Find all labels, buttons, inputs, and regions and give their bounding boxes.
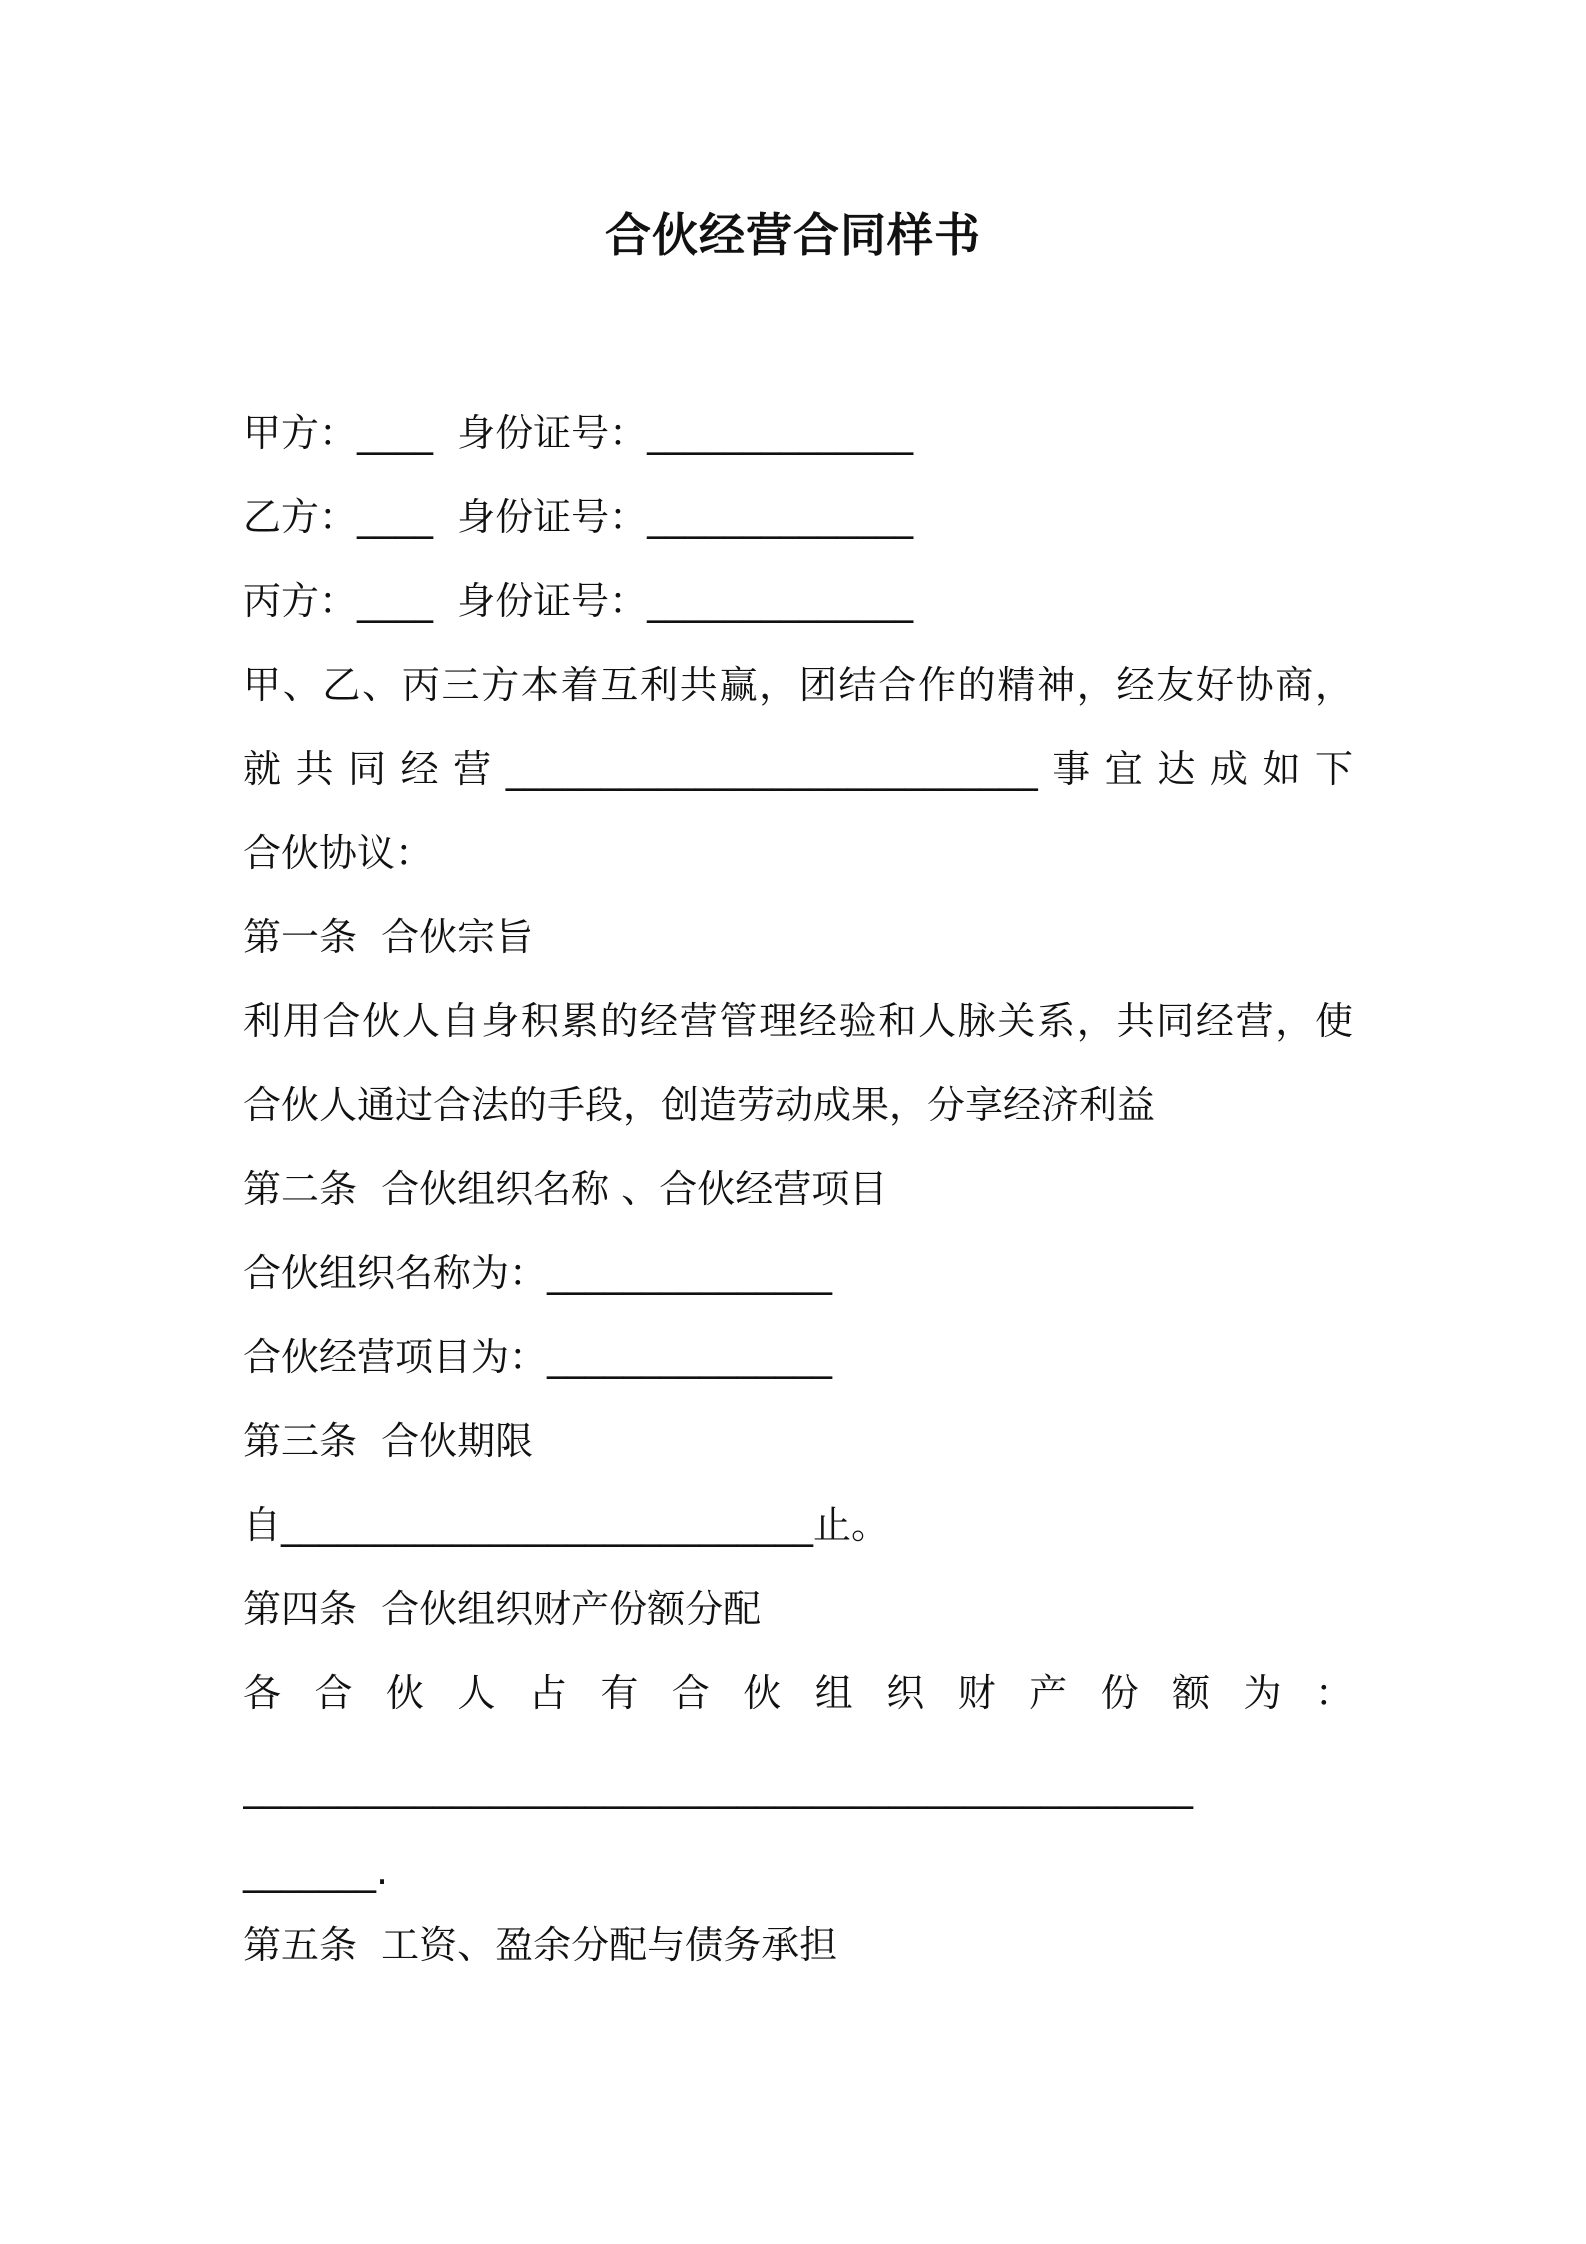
business-project-line: 合伙经营项目为：_______________ (243, 1335, 833, 1379)
party-a-line: 甲方：____ 身份证号：______________ (243, 411, 914, 455)
article-1-text-2: 合伙人通过合法的手段，创造劳动成果，分享经济利益 (243, 1083, 1156, 1127)
party-b-line: 乙方：____ 身份证号：______________ (243, 495, 914, 539)
share-blank-end: _______. (243, 1849, 389, 1893)
share-blank-line: __________________________________________________ (243, 1765, 1193, 1809)
article-1-text-1: 利用合伙人自身积累的经营管理经验和人脉关系，共同经营，使 (243, 999, 1353, 1043)
party-c-line: 丙方：____ 身份证号：______________ (243, 579, 914, 623)
preamble-line-3: 合伙协议： (243, 831, 434, 875)
share-line: 各合伙人占有合伙组织财产份额为： (243, 1671, 1353, 1715)
document-title: 合伙经营合同样书 (605, 208, 981, 262)
article-4-heading: 第四条 合伙组织财产份额分配 (243, 1587, 762, 1631)
article-2-heading: 第二条 合伙组织名称 、合伙经营项目 (243, 1167, 888, 1211)
article-3-heading: 第三条 合伙期限 (243, 1419, 534, 1463)
term-line: 自____________________________止。 (243, 1503, 890, 1547)
organization-name-line: 合伙组织名称为：_______________ (243, 1251, 833, 1295)
article-5-heading: 第五条 工资、盈余分配与债务承担 (243, 1923, 838, 1967)
article-1-heading: 第一条 合伙宗旨 (243, 915, 534, 959)
preamble-line-2: 就共同经营____________________________事宜达成如下 (243, 747, 1353, 791)
preamble-line-1: 甲、乙、丙三方本着互利共赢，团结合作的精神，经友好协商， (243, 663, 1353, 707)
